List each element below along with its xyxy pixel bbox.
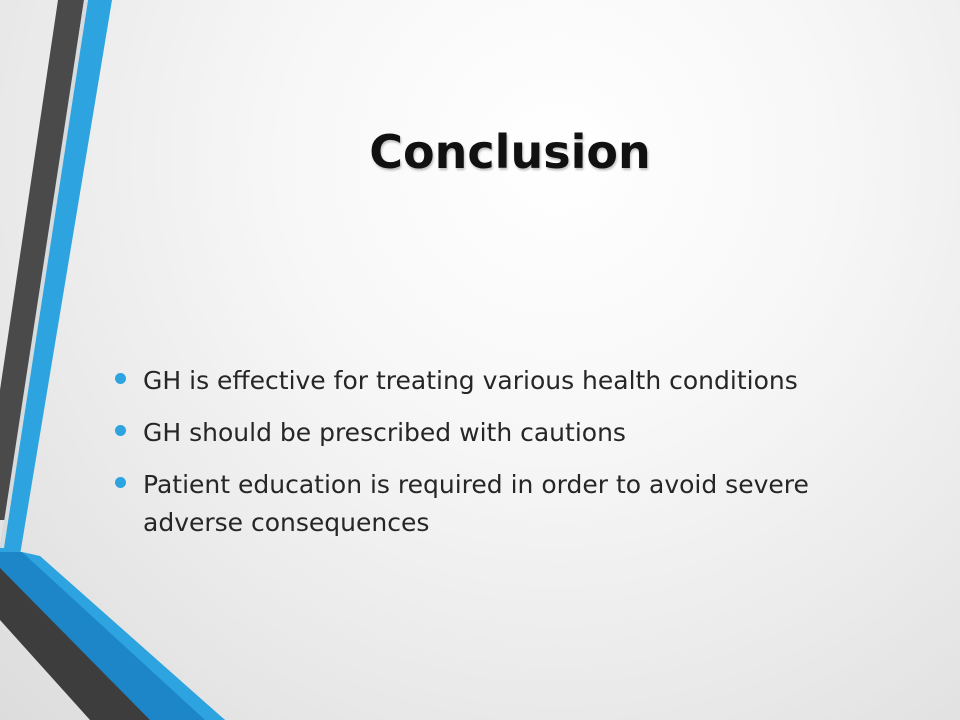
light-vertical-line: [0, 0, 88, 548]
bullet-dot-icon: [115, 373, 126, 384]
bullet-dot-icon: [115, 425, 126, 436]
bullet-text: GH should be prescribed with cautions: [143, 418, 626, 447]
bullet-text: GH is effective for treating various health conditions: [143, 366, 798, 395]
bullet-item: [112, 362, 872, 400]
slide-title: Conclusion: [369, 125, 651, 179]
dark-vertical-stripe: [0, 0, 84, 520]
bullet-text: Patient education is required in order to avoid severe adverse consequences: [143, 470, 809, 537]
bullet-item: [112, 466, 872, 542]
bullet-item: [112, 414, 872, 452]
bullet-list: [112, 362, 872, 556]
bullet-dot-icon: [115, 477, 126, 488]
